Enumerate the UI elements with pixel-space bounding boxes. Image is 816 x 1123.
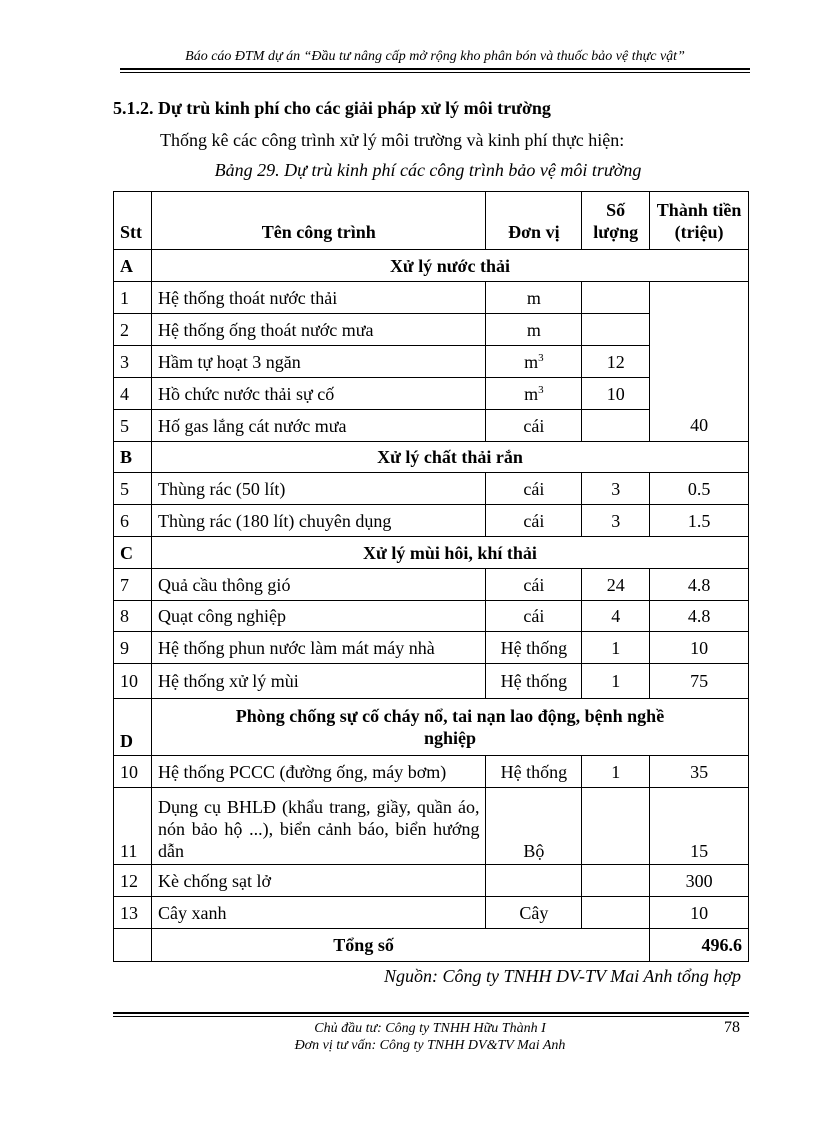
cell-unit: Hệ thống	[486, 632, 582, 664]
table-row	[114, 473, 749, 505]
page-header: Báo cáo ĐTM dự án “Đầu tư nâng cấp mở rộng kho phân bón và thuốc bảo vệ thực vật”	[185, 49, 685, 64]
cell-unit	[486, 865, 582, 897]
section-code: D	[114, 699, 152, 756]
cell-name: Hệ thống xử lý mùi	[151, 664, 485, 699]
cost-table	[113, 191, 749, 962]
cell-unit: m	[486, 314, 582, 346]
section-row-b	[114, 442, 749, 473]
total-label: Tổng số	[151, 929, 649, 962]
cell-cost: 35	[650, 756, 749, 788]
cell-qty: 3	[582, 473, 650, 505]
table-row	[114, 601, 749, 632]
cell-cost-merged: 40	[650, 282, 749, 442]
footer-investor: Chủ đầu tư: Công ty TNHH Hữu Thành I	[314, 1021, 546, 1036]
cell-name: Dụng cụ BHLĐ (khẩu trang, giầy, quần áo, nón bảo hộ ...), biển cảnh báo, biển hướng dẫn	[151, 788, 485, 865]
cell-stt: 2	[114, 314, 152, 346]
header-rule-thick	[120, 68, 750, 70]
cell-stt: 1	[114, 282, 152, 314]
cell-cost: 4.8	[650, 569, 749, 601]
cell-qty: 1	[582, 664, 650, 699]
cell-qty	[582, 865, 650, 897]
table-row	[114, 897, 749, 929]
section-code: A	[114, 250, 152, 282]
table-caption: Bảng 29. Dự trù kinh phí các công trình bảo vệ môi trường	[214, 160, 642, 180]
table-row	[114, 865, 749, 897]
cell-unit: Cây	[486, 897, 582, 929]
cell-qty: 12	[582, 346, 650, 378]
header-unit: Đơn vị	[486, 192, 582, 250]
table-row	[114, 569, 749, 601]
cell-unit: Hệ thống	[486, 756, 582, 788]
section-code: C	[114, 537, 152, 569]
cell-name: Thùng rác (180 lít) chuyên dụng	[151, 505, 485, 537]
table-row	[114, 788, 749, 865]
section-row-a	[114, 250, 749, 282]
table-row	[114, 505, 749, 537]
header-name: Tên công trình	[151, 192, 485, 250]
cell-name: Hệ thống PCCC (đường ống, máy bơm)	[151, 756, 485, 788]
table-source: Nguồn: Công ty TNHH DV-TV Mai Anh tổng hợp	[384, 966, 741, 986]
cell-cost: 4.8	[650, 601, 749, 632]
header-cost: Thành tiền (triệu)	[650, 192, 749, 250]
cell-qty: 1	[582, 632, 650, 664]
cell-qty	[582, 788, 650, 865]
cell-unit	[486, 378, 582, 410]
header-rule-thin	[120, 72, 750, 73]
section-title-cell: Xử lý chất thải rắn	[151, 442, 748, 473]
cell-name: Kè chống sạt lở	[151, 865, 485, 897]
cell-unit: cái	[486, 505, 582, 537]
footer-rule-thick	[113, 1012, 749, 1014]
section-title-cell: Xử lý mùi hôi, khí thải	[151, 537, 748, 569]
cell-cost: 1.5	[650, 505, 749, 537]
cell-stt: 5	[114, 473, 152, 505]
total-value: 496.6	[650, 929, 749, 962]
cell-qty: 3	[582, 505, 650, 537]
total-empty-cell	[114, 929, 152, 962]
cell-name: Thùng rác (50 lít)	[151, 473, 485, 505]
cell-qty	[582, 282, 650, 314]
cell-qty: 24	[582, 569, 650, 601]
section-code: B	[114, 442, 152, 473]
cell-cost: 75	[650, 664, 749, 699]
cell-unit	[486, 346, 582, 378]
section-title: 5.1.2. Dự trù kinh phí cho các giải pháp xử lý môi trường	[113, 98, 551, 118]
header-qty: Số lượng	[582, 192, 650, 250]
cell-stt: 12	[114, 865, 152, 897]
table-row	[114, 664, 749, 699]
page-footer	[250, 1020, 610, 1054]
unit-base: m	[524, 351, 539, 372]
table-row	[114, 756, 749, 788]
footer-consultant: Đơn vị tư vấn: Công ty TNHH DV&TV Mai Anh	[294, 1038, 566, 1053]
cell-stt: 10	[114, 664, 152, 699]
cell-cost: 300	[650, 865, 749, 897]
cell-name: Hệ thống phun nước làm mát máy nhà	[151, 632, 485, 664]
cell-stt: 3	[114, 346, 152, 378]
cell-unit: m	[486, 282, 582, 314]
cell-unit: Bộ	[486, 788, 582, 865]
section-row-d	[114, 699, 749, 756]
cell-name: Hệ thống ống thoát nước mưa	[151, 314, 485, 346]
table-row	[114, 632, 749, 664]
unit-base: m	[524, 383, 539, 404]
table-header-row	[114, 192, 749, 250]
cell-unit: cái	[486, 473, 582, 505]
cell-stt: 11	[114, 788, 152, 865]
cell-name: Hầm tự hoạt 3 ngăn	[151, 346, 485, 378]
cell-cost: 15	[650, 788, 749, 865]
cell-stt: 8	[114, 601, 152, 632]
cell-stt: 6	[114, 505, 152, 537]
section-title-cell: Xử lý nước thải	[151, 250, 748, 282]
cell-name: Hệ thống thoát nước thải	[151, 282, 485, 314]
cell-unit: cái	[486, 569, 582, 601]
page-number: 78	[724, 1019, 740, 1036]
cell-qty: 10	[582, 378, 650, 410]
cell-stt: 9	[114, 632, 152, 664]
unit-exponent: 3	[538, 351, 544, 364]
cell-unit: Hệ thống	[486, 664, 582, 699]
total-row	[114, 929, 749, 962]
cell-unit: cái	[486, 410, 582, 442]
cell-qty	[582, 410, 650, 442]
cell-stt: 7	[114, 569, 152, 601]
cell-unit: cái	[486, 601, 582, 632]
cell-cost: 10	[650, 632, 749, 664]
table-row	[114, 282, 749, 314]
cell-name: Hồ chức nước thải sự cố	[151, 378, 485, 410]
cell-cost: 0.5	[650, 473, 749, 505]
header-stt: Stt	[114, 192, 152, 250]
cell-name: Cây xanh	[151, 897, 485, 929]
section-row-c	[114, 537, 749, 569]
unit-exponent: 3	[538, 383, 544, 396]
footer-rule-thin	[113, 1016, 749, 1017]
cell-cost: 10	[650, 897, 749, 929]
cell-qty: 4	[582, 601, 650, 632]
cell-name: Hố gas lắng cát nước mưa	[151, 410, 485, 442]
cell-stt: 4	[114, 378, 152, 410]
cell-qty: 1	[582, 756, 650, 788]
cell-qty	[582, 897, 650, 929]
cell-stt: 10	[114, 756, 152, 788]
section-title-cell: Phòng chống sự cố cháy nổ, tai nạn lao động, bệnh nghề nghiệp	[151, 699, 748, 756]
cell-name: Quạt công nghiệp	[151, 601, 485, 632]
intro-text: Thống kê các công trình xử lý môi trường và kinh phí thực hiện:	[160, 130, 625, 150]
cell-qty	[582, 314, 650, 346]
cell-stt: 5	[114, 410, 152, 442]
cell-stt: 13	[114, 897, 152, 929]
cell-name: Quả cầu thông gió	[151, 569, 485, 601]
